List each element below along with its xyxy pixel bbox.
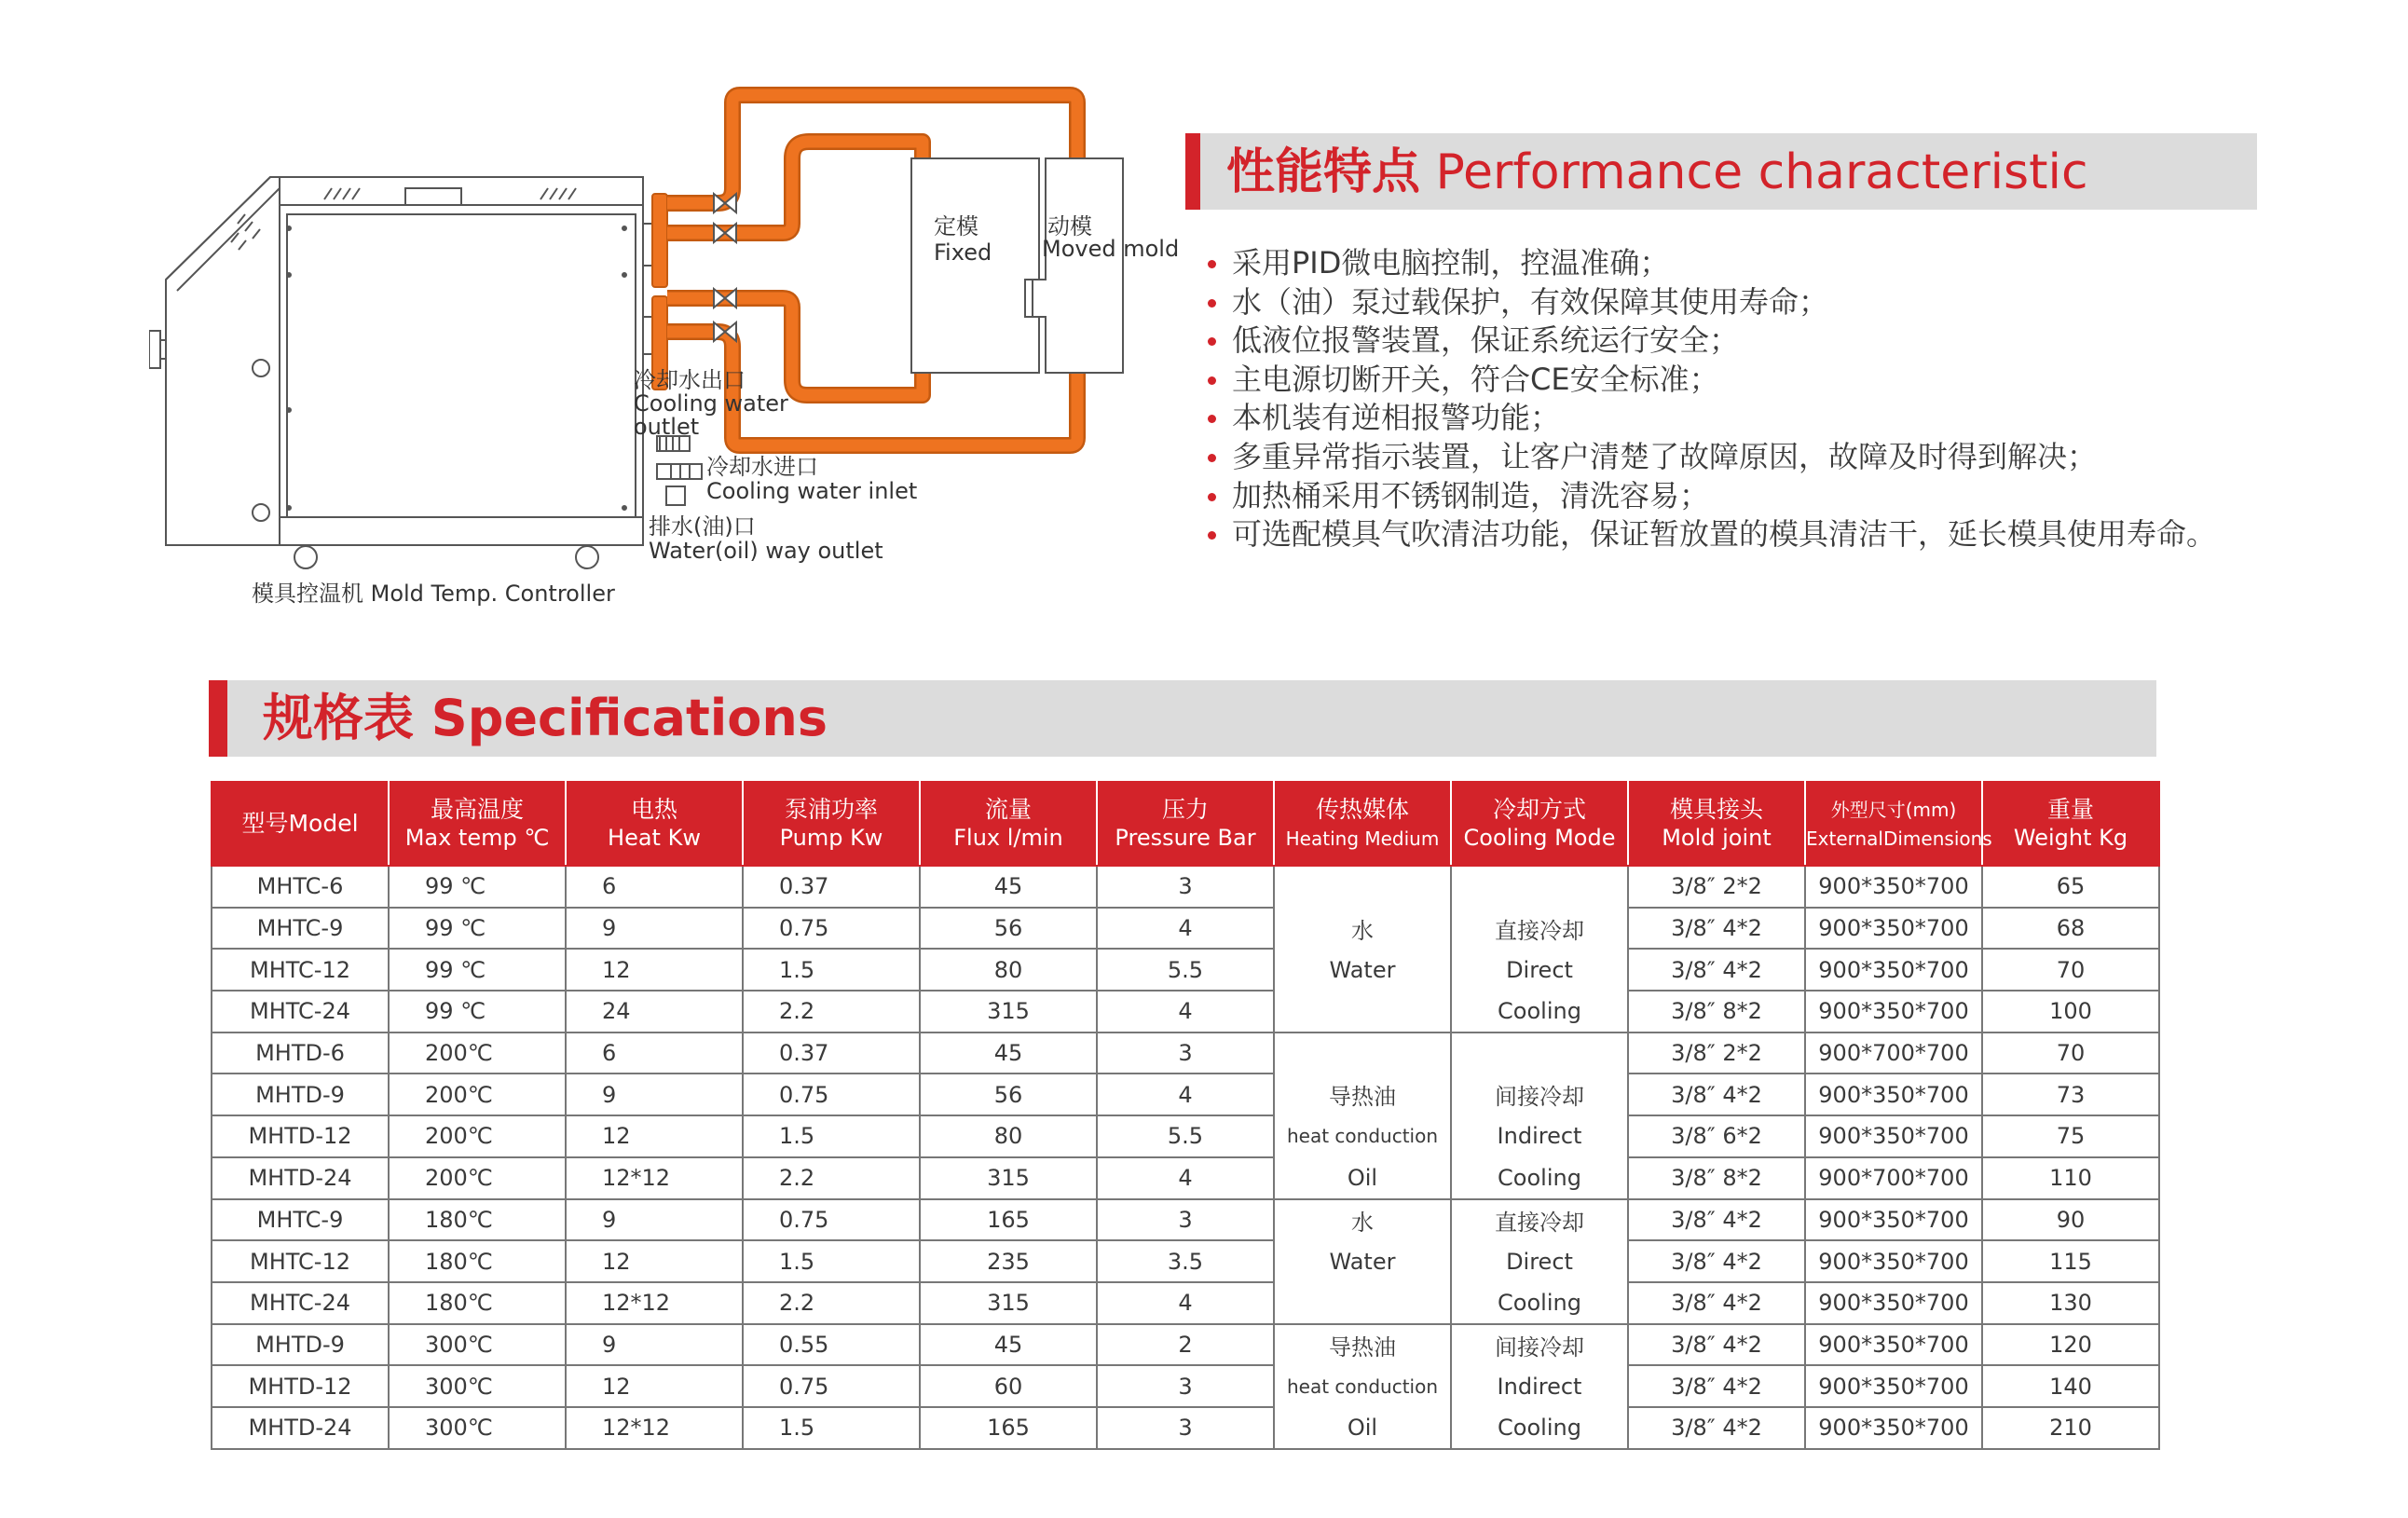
cell-temp: 200℃ <box>389 1157 566 1199</box>
cell-pump: 2.2 <box>743 1157 920 1199</box>
col-header-cn: 传热媒体 <box>1315 795 1409 823</box>
performance-item: 多重异常指示装置，让客户清楚了故障原因，故障及时得到解决； <box>1208 438 2216 477</box>
cell-heat: 12 <box>566 1365 743 1407</box>
cell-pump: 1.5 <box>743 1240 920 1282</box>
cooling-outlet-label-cn: 冷却水出口 <box>634 367 746 393</box>
performance-item: 本机装有逆相报警功能； <box>1208 399 2216 438</box>
fixed-mold-label-cn: 定模 <box>934 213 978 239</box>
cell-temp: 300℃ <box>389 1407 566 1449</box>
col-header-weight <box>1982 782 2159 866</box>
cell-dimensions: 900*350*700 <box>1805 1365 1982 1407</box>
cell-dimensions: 900*350*700 <box>1805 949 1982 991</box>
cell-cooling: 间接冷却 <box>1451 1074 1628 1115</box>
cell-weight: 70 <box>1982 1033 2159 1074</box>
cell-pressure: 5.5 <box>1097 1115 1274 1157</box>
cell-heat: 9 <box>566 1199 743 1241</box>
cell-medium: 水 <box>1274 1199 1451 1241</box>
table-row <box>212 1199 2159 1241</box>
col-header-cn: 流量 <box>984 796 1032 823</box>
table-row <box>212 908 2159 950</box>
col-header-cn: 最高温度 <box>430 796 524 823</box>
performance-item: 采用PID微电脑控制，控温准确； <box>1208 244 2216 283</box>
cell-weight: 110 <box>1982 1157 2159 1199</box>
cell-joint: 3/8″ 4*2 <box>1628 1324 1805 1366</box>
table-row <box>212 866 2159 908</box>
performance-header-accent <box>1185 133 1200 210</box>
performance-list <box>1208 244 2216 554</box>
col-header-cn: 外型尺寸(mm) <box>1830 799 1957 821</box>
cell-temp: 180℃ <box>389 1240 566 1282</box>
performance-item: 可选配模具气吹清洁功能，保证暂放置的模具清洁干，延长模具使用寿命。 <box>1208 515 2216 554</box>
cell-pump: 0.75 <box>743 1199 920 1241</box>
performance-title-en: Performance characteristic <box>1435 144 2088 200</box>
cell-model: MHTC-9 <box>212 1199 389 1241</box>
spec-header-row <box>212 782 2159 866</box>
cell-model: MHTC-24 <box>212 991 389 1033</box>
cell-temp: 200℃ <box>389 1033 566 1074</box>
cell-pressure: 3 <box>1097 1033 1274 1074</box>
col-header-en: Flux l/min <box>953 825 1063 851</box>
cell-pressure: 5.5 <box>1097 949 1274 991</box>
cell-model: MHTD-12 <box>212 1365 389 1407</box>
spec-header <box>209 680 2156 757</box>
cell-medium: Oil <box>1274 1157 1451 1199</box>
cell-medium <box>1274 991 1451 1033</box>
col-header-cn: 型号Model <box>241 810 359 837</box>
cell-weight: 100 <box>1982 991 2159 1033</box>
cell-dimensions: 900*350*700 <box>1805 908 1982 950</box>
cooling-inlet-label-cn: 冷却水进口 <box>706 454 818 480</box>
cell-pump: 0.37 <box>743 866 920 908</box>
col-header-en: Pump Kw <box>779 825 883 851</box>
cell-medium: Water <box>1274 949 1451 991</box>
cell-medium: 导热油 <box>1274 1324 1451 1366</box>
col-header-cn: 电热 <box>630 796 677 823</box>
col-header-flux <box>920 782 1097 866</box>
cell-model: MHTD-9 <box>212 1074 389 1115</box>
cell-flux: 45 <box>920 1033 1097 1074</box>
cell-dimensions: 900*350*700 <box>1805 866 1982 908</box>
col-header-dimensions <box>1805 782 1992 866</box>
cell-flux: 45 <box>920 866 1097 908</box>
cell-cooling: 直接冷却 <box>1451 908 1628 950</box>
cell-flux: 80 <box>920 1115 1097 1157</box>
cell-joint: 3/8″ 4*2 <box>1628 1365 1805 1407</box>
cell-dimensions: 900*350*700 <box>1805 991 1982 1033</box>
spec-table-body <box>212 866 2159 1449</box>
cell-pressure: 4 <box>1097 1282 1274 1324</box>
cell-temp: 99 ℃ <box>389 991 566 1033</box>
cell-joint: 3/8″ 4*2 <box>1628 949 1805 991</box>
cell-dimensions: 900*700*700 <box>1805 1033 1982 1074</box>
cell-model: MHTD-6 <box>212 1033 389 1074</box>
cell-joint: 3/8″ 8*2 <box>1628 1157 1805 1199</box>
cell-pump: 0.37 <box>743 1033 920 1074</box>
machine-body <box>149 177 702 568</box>
cell-flux: 56 <box>920 908 1097 950</box>
cell-pump: 2.2 <box>743 1282 920 1324</box>
cell-model: MHTC-9 <box>212 908 389 950</box>
cell-weight: 65 <box>1982 866 2159 908</box>
col-header-en: Max temp ℃ <box>404 825 550 851</box>
col-header-cn: 压力 <box>1161 796 1209 823</box>
cell-temp: 99 ℃ <box>389 949 566 991</box>
cell-joint: 3/8″ 4*2 <box>1628 1407 1805 1449</box>
cell-flux: 80 <box>920 949 1097 991</box>
performance-title-cn: 性能特点 <box>1226 144 1421 200</box>
cell-flux: 235 <box>920 1240 1097 1282</box>
performance-title <box>1226 144 2088 200</box>
cooling-outlet-label-en2: outlet <box>634 414 700 440</box>
cell-dimensions: 900*350*700 <box>1805 1324 1982 1366</box>
cell-pump: 0.75 <box>743 1074 920 1115</box>
cell-cooling: 直接冷却 <box>1451 1199 1628 1241</box>
cell-flux: 165 <box>920 1199 1097 1241</box>
cell-pump: 1.5 <box>743 949 920 991</box>
cell-pressure: 3 <box>1097 1365 1274 1407</box>
cell-heat: 12 <box>566 1115 743 1157</box>
mold-controller-diagram <box>149 84 1193 624</box>
cell-cooling <box>1451 866 1628 908</box>
col-header-pump <box>743 782 920 866</box>
performance-header <box>1185 133 2257 210</box>
col-header-heat <box>566 782 743 866</box>
cell-cooling: Indirect <box>1451 1115 1628 1157</box>
performance-item: 水（油）泵过载保护，有效保障其使用寿命； <box>1208 283 2216 322</box>
table-row <box>212 1365 2159 1407</box>
cell-pressure: 4 <box>1097 991 1274 1033</box>
cooling-outlet-label-en1: Cooling water <box>634 390 788 417</box>
cell-flux: 56 <box>920 1074 1097 1115</box>
col-header-joint <box>1628 782 1805 866</box>
performance-item: 低液位报警装置，保证系统运行安全； <box>1208 321 2216 361</box>
cell-flux: 315 <box>920 1282 1097 1324</box>
cell-weight: 130 <box>1982 1282 2159 1324</box>
cell-model: MHTC-6 <box>212 866 389 908</box>
cell-temp: 300℃ <box>389 1324 566 1366</box>
cell-cooling <box>1451 1033 1628 1074</box>
col-header-en: Heating Medium <box>1285 827 1440 850</box>
cell-heat: 12 <box>566 949 743 991</box>
cell-cooling: Direct <box>1451 1240 1628 1282</box>
col-header-cn: 泵浦功率 <box>784 796 878 823</box>
cell-model: MHTD-9 <box>212 1324 389 1366</box>
cell-temp: 180℃ <box>389 1282 566 1324</box>
cell-medium: Oil <box>1274 1407 1451 1449</box>
cell-medium: 导热油 <box>1274 1074 1451 1115</box>
cell-temp: 200℃ <box>389 1115 566 1157</box>
col-header-pressure <box>1097 782 1274 866</box>
cell-model: MHTD-24 <box>212 1157 389 1199</box>
cell-medium <box>1274 1282 1451 1324</box>
cell-heat: 12 <box>566 1240 743 1282</box>
cell-pump: 1.5 <box>743 1115 920 1157</box>
cell-pump: 2.2 <box>743 991 920 1033</box>
col-header-en: ExternalDimensions <box>1806 827 1992 850</box>
cell-pump: 1.5 <box>743 1407 920 1449</box>
cell-heat: 12*12 <box>566 1157 743 1199</box>
col-header-model <box>212 782 389 866</box>
cell-dimensions: 900*350*700 <box>1805 1074 1982 1115</box>
fixed-mold-label-en: Fixed <box>934 239 992 266</box>
cell-cooling: Cooling <box>1451 1407 1628 1449</box>
cell-pressure: 3 <box>1097 866 1274 908</box>
cell-heat: 6 <box>566 866 743 908</box>
cell-joint: 3/8″ 4*2 <box>1628 908 1805 950</box>
cell-heat: 9 <box>566 908 743 950</box>
cell-weight: 210 <box>1982 1407 2159 1449</box>
cell-heat: 9 <box>566 1324 743 1366</box>
cell-weight: 90 <box>1982 1199 2159 1241</box>
spec-title: 规格表 Specifications <box>263 689 828 747</box>
cell-model: MHTC-12 <box>212 949 389 991</box>
cell-heat: 24 <box>566 991 743 1033</box>
cell-pump: 0.55 <box>743 1324 920 1366</box>
col-header-en: Mold joint <box>1662 825 1772 851</box>
molds <box>911 158 1123 373</box>
moved-mold-label-en: Moved mold <box>1042 236 1180 262</box>
cell-flux: 315 <box>920 991 1097 1033</box>
cell-heat: 12*12 <box>566 1282 743 1324</box>
cell-temp: 200℃ <box>389 1074 566 1115</box>
table-row <box>212 1157 2159 1199</box>
cell-pump: 0.75 <box>743 908 920 950</box>
table-row <box>212 991 2159 1033</box>
cell-medium: heat conduction <box>1274 1115 1451 1157</box>
cell-heat: 12*12 <box>566 1407 743 1449</box>
cell-temp: 300℃ <box>389 1365 566 1407</box>
cell-cooling: Indirect <box>1451 1365 1628 1407</box>
cell-weight: 75 <box>1982 1115 2159 1157</box>
cell-temp: 99 ℃ <box>389 866 566 908</box>
cell-flux: 315 <box>920 1157 1097 1199</box>
cell-dimensions: 900*350*700 <box>1805 1199 1982 1241</box>
table-row <box>212 1240 2159 1282</box>
cell-medium: 水 <box>1274 908 1451 950</box>
cell-weight: 73 <box>1982 1074 2159 1115</box>
cell-cooling: Cooling <box>1451 1157 1628 1199</box>
cell-joint: 3/8″ 6*2 <box>1628 1115 1805 1157</box>
cell-dimensions: 900*350*700 <box>1805 1115 1982 1157</box>
table-row <box>212 1407 2159 1449</box>
cell-pressure: 3.5 <box>1097 1240 1274 1282</box>
col-header-cn: 重量 <box>2046 796 2094 823</box>
cell-medium <box>1274 1033 1451 1074</box>
cell-model: MHTD-12 <box>212 1115 389 1157</box>
cell-weight: 140 <box>1982 1365 2159 1407</box>
cell-cooling: 间接冷却 <box>1451 1324 1628 1366</box>
cell-pump: 0.75 <box>743 1365 920 1407</box>
cell-joint: 3/8″ 4*2 <box>1628 1074 1805 1115</box>
cell-model: MHTD-24 <box>212 1407 389 1449</box>
col-header-en: Pressure Bar <box>1115 825 1256 851</box>
col-header-cn: 模具接头 <box>1669 796 1763 823</box>
table-row <box>212 949 2159 991</box>
spec-table <box>211 781 2160 1450</box>
cell-dimensions: 900*350*700 <box>1805 1407 1982 1449</box>
cell-temp: 99 ℃ <box>389 908 566 950</box>
cell-flux: 165 <box>920 1407 1097 1449</box>
cell-joint: 3/8″ 4*2 <box>1628 1240 1805 1282</box>
col-header-medium <box>1274 782 1451 866</box>
cell-medium: Water <box>1274 1240 1451 1282</box>
col-header-en: Cooling Mode <box>1463 825 1616 851</box>
table-row <box>212 1033 2159 1074</box>
cell-pressure: 4 <box>1097 1157 1274 1199</box>
drain-label-cn: 排水(油)口 <box>649 513 756 540</box>
col-header-en: Heat Kw <box>608 825 701 851</box>
cell-dimensions: 900*350*700 <box>1805 1240 1982 1282</box>
col-header-temp <box>389 782 566 866</box>
cell-weight: 68 <box>1982 908 2159 950</box>
cell-joint: 3/8″ 2*2 <box>1628 866 1805 908</box>
cell-pressure: 3 <box>1097 1199 1274 1241</box>
performance-item: 主电源切断开关，符合CE安全标准； <box>1208 361 2216 400</box>
cell-model: MHTC-24 <box>212 1282 389 1324</box>
cell-cooling: Cooling <box>1451 991 1628 1033</box>
col-header-en: Weight Kg <box>2013 825 2128 851</box>
cell-joint: 3/8″ 2*2 <box>1628 1033 1805 1074</box>
cell-joint: 3/8″ 4*2 <box>1628 1282 1805 1324</box>
cell-joint: 3/8″ 8*2 <box>1628 991 1805 1033</box>
cell-cooling: Direct <box>1451 949 1628 991</box>
table-row <box>212 1074 2159 1115</box>
spec-header-accent <box>209 680 227 757</box>
cell-cooling: Cooling <box>1451 1282 1628 1324</box>
cooling-inlet-label-en: Cooling water inlet <box>706 478 918 504</box>
table-row <box>212 1115 2159 1157</box>
col-header-cn: 冷却方式 <box>1492 796 1586 823</box>
cell-medium <box>1274 866 1451 908</box>
cell-weight: 120 <box>1982 1324 2159 1366</box>
cell-weight: 70 <box>1982 949 2159 991</box>
diagram-caption: 模具控温机 Mold Temp. Controller <box>252 581 615 607</box>
table-row <box>212 1282 2159 1324</box>
cell-temp: 180℃ <box>389 1199 566 1241</box>
cell-heat: 6 <box>566 1033 743 1074</box>
performance-item: 加热桶采用不锈钢制造，清洗容易； <box>1208 477 2216 516</box>
cell-dimensions: 900*700*700 <box>1805 1157 1982 1199</box>
cell-joint: 3/8″ 4*2 <box>1628 1199 1805 1241</box>
col-header-cooling <box>1451 782 1628 866</box>
cell-weight: 115 <box>1982 1240 2159 1282</box>
drain-label-en: Water(oil) way outlet <box>649 538 883 564</box>
cell-pressure: 4 <box>1097 1074 1274 1115</box>
cell-pressure: 4 <box>1097 908 1274 950</box>
cell-pressure: 3 <box>1097 1407 1274 1449</box>
moved-mold-label-cn: 动模 <box>1047 213 1092 239</box>
cell-flux: 60 <box>920 1365 1097 1407</box>
cell-pressure: 2 <box>1097 1324 1274 1366</box>
table-row <box>212 1324 2159 1366</box>
cell-model: MHTC-12 <box>212 1240 389 1282</box>
cell-medium: heat conduction <box>1274 1365 1451 1407</box>
cell-heat: 9 <box>566 1074 743 1115</box>
cell-flux: 45 <box>920 1324 1097 1366</box>
cell-dimensions: 900*350*700 <box>1805 1282 1982 1324</box>
